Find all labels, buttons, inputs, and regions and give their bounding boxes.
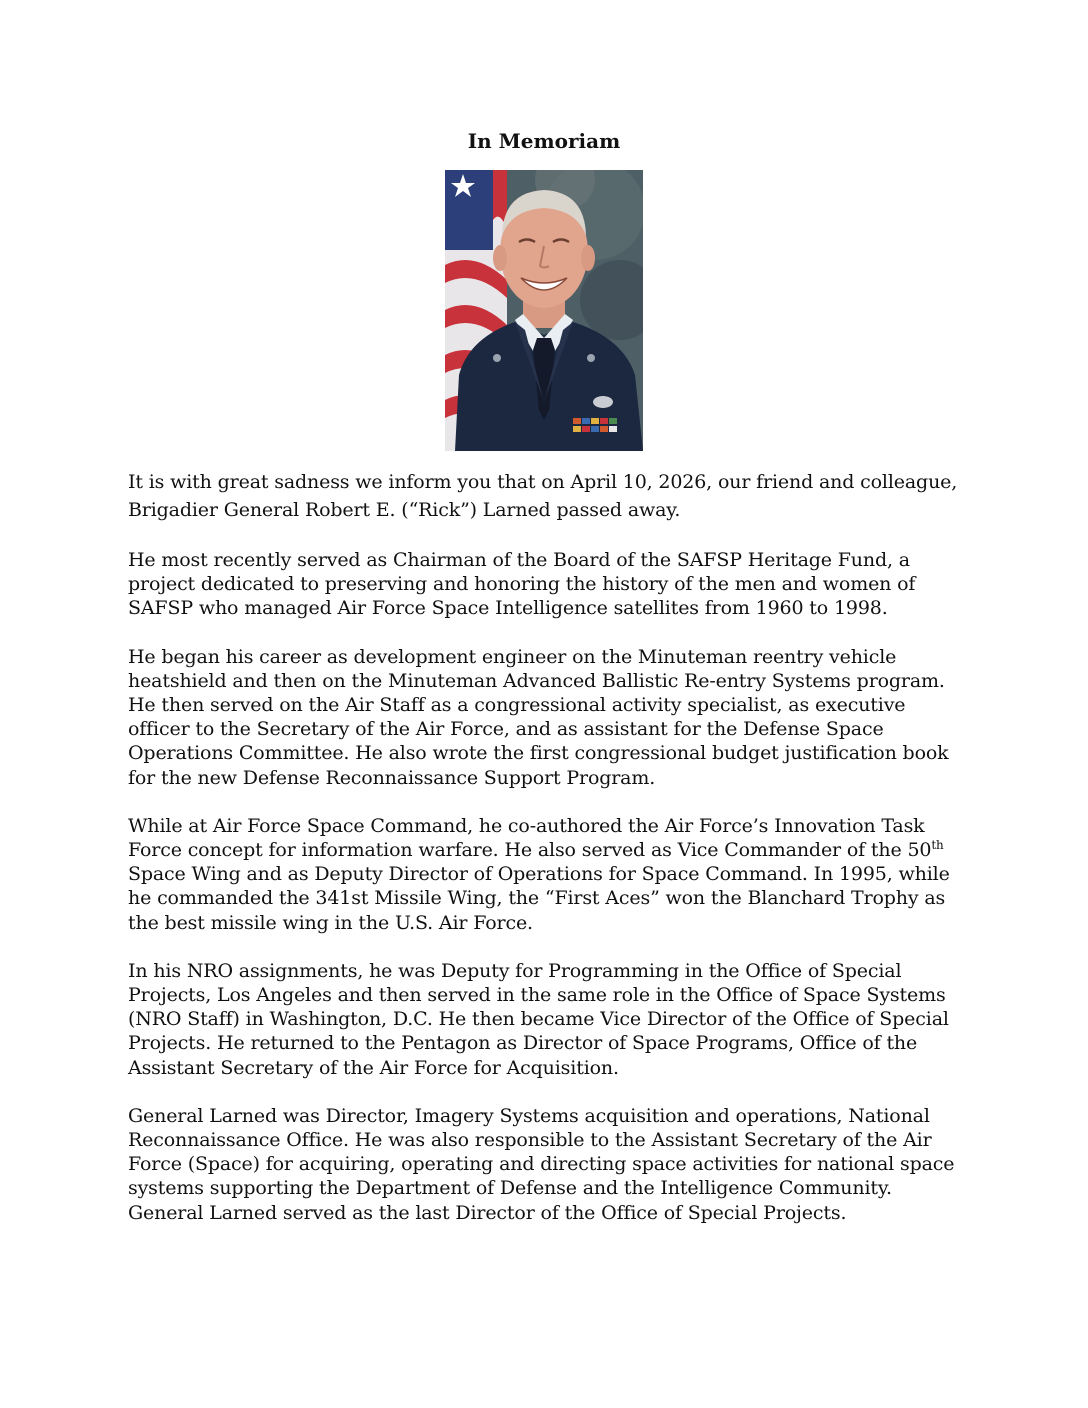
paragraph-space-command	[128, 814, 968, 935]
paragraph-space-command-part1: While at Air Force Space Command, he co-authored the Air Force’s Innovation Task Force concept for information warfare. He also served as Vice Commander of the 50	[128, 814, 932, 862]
paragraph-early-career: He began his career as development engineer on the Minuteman reentry vehicle heatshield and then on the Minuteman Advanced Ballistic Re-entry Systems program. He then served on the Air Staff as a congressional activity specialist, as executive officer to the Secretary of the Air Force, and as assistant for the Defense Space Operations Committee. He also wrote the first congressional budget justification book for the new Defense Reconnaissance Support Program.	[128, 645, 949, 789]
paragraph-space-command-part2: Space Wing and as Deputy Director of Operations for Space Command. In 1995, while he commanded the 341st Missile Wing, the “First Aces” won the Blanchard Trophy as the best missile wing in the U.S. Air Force.	[128, 863, 950, 934]
portrait-photo-icon	[445, 170, 643, 451]
ordinal-superscript: th	[931, 838, 944, 853]
paragraph-director-role: General Larned was Director, Imagery Systems acquisition and operations, National Reconnaissance Office. He was also responsible to the Assistant Secretary of the Air Force (Space) for acquiring, operating and directing space activities for national space systems supporting the Department of Defense and the Intelligence Community. General Larned served as the last Director of the Office of Special Projects.	[128, 1104, 955, 1224]
paragraph-nro-assignments: In his NRO assignments, he was Deputy for Programming in the Office of Special Projects, Los Angeles and then served in the same role in the Office of Space Systems (NRO Staff) in Washington, D.C. He then became Vice Director of the Office of Special Projects. He returned to the Pentagon as Director of Space Programs, Office of the Assistant Secretary of the Air Force for Acquisition.	[128, 959, 949, 1079]
paragraph-heritage-fund: He most recently served as Chairman of the Board of the SAFSP Heritage Fund, a project dedicated to preserving and honoring the history of the men and women of SAFSP who managed Air Force Space Intelligence satellites from 1960 to 1998.	[128, 549, 916, 620]
memorial-body	[128, 468, 968, 1249]
paragraph-announcement: It is with great sadness we inform you that on April 10, 2026, our friend and colleague, Brigadier General Robert E. (“Rick”) Larned passed away.	[128, 471, 958, 521]
page-title: In Memoriam	[467, 129, 621, 153]
